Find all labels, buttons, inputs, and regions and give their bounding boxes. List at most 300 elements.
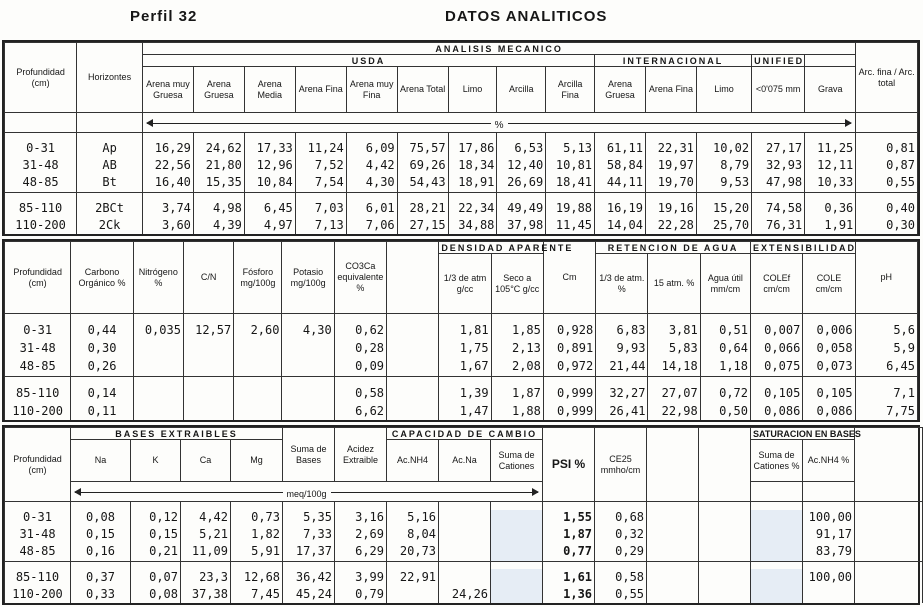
spacer: [283, 561, 335, 569]
spacer: [699, 428, 751, 502]
table-row: [5, 217, 918, 234]
bases-cell: 0,33: [71, 586, 131, 603]
spacer: [751, 502, 803, 510]
spacer: [282, 376, 334, 384]
spacer: [803, 482, 855, 502]
mech-cell: 10,81: [546, 157, 595, 174]
spacer: [71, 314, 133, 322]
mech-cell: 0-31: [5, 141, 77, 158]
chem-cell: 1,75: [439, 339, 491, 357]
spacer: [856, 133, 918, 141]
spacer: [699, 561, 751, 569]
mech-cell: 74,58: [752, 200, 805, 217]
spacer: [805, 55, 856, 67]
spacer: [142, 192, 193, 200]
column-header: Carbono Orgánico %: [71, 242, 133, 314]
mech-cell: 19,88: [546, 200, 595, 217]
chem-cell: 5,83: [648, 339, 700, 357]
chem-cell: 1,81: [439, 322, 491, 340]
chem-cell: 3,81: [648, 322, 700, 340]
bases-header: BASES EXTRAIBLES: [71, 428, 283, 440]
mech-cell: 6,45: [244, 200, 295, 217]
chem-cell: 6,62: [334, 402, 386, 420]
table-row: [5, 322, 918, 340]
mech-cell: 0,87: [856, 157, 918, 174]
depth-header: Profundidad (cm): [5, 428, 71, 502]
mech-cell: 3,74: [142, 200, 193, 217]
spacer: [751, 561, 803, 569]
chem-cell: 0,928: [543, 322, 595, 340]
bases-cell: 1,82: [231, 526, 283, 543]
spacer: [131, 502, 181, 510]
chem-cell: 31-48: [5, 339, 71, 357]
spacer: [491, 502, 543, 510]
column-header: 1/3 de atm. %: [596, 254, 648, 314]
bases-cell: [751, 586, 803, 603]
bases-cell: 0,07: [131, 569, 181, 586]
spacer: [387, 502, 439, 510]
table-row: [5, 384, 918, 402]
mech-cell: 16,29: [142, 141, 193, 158]
chem-cell: 26,41: [596, 402, 648, 420]
mech-cell: 12,96: [244, 157, 295, 174]
mech-cell: 27,15: [397, 217, 448, 234]
bases-cell: [647, 510, 699, 527]
chem-cell: 0,066: [751, 339, 803, 357]
bases-cell: 0,15: [71, 526, 131, 543]
bases-cell: [751, 569, 803, 586]
spacer: [234, 314, 282, 322]
spacer: [855, 502, 923, 510]
bases-cell: 11,09: [181, 543, 231, 561]
mech-cell: 61,11: [595, 141, 646, 158]
unit-row: [5, 113, 918, 133]
mech-cell: 11,24: [295, 141, 346, 158]
spacer: [77, 113, 143, 133]
chem-cell: [133, 357, 183, 376]
chem-cell: 1,18: [700, 357, 750, 376]
spacer: [387, 314, 439, 322]
bases-cell: 17,37: [283, 543, 335, 561]
bases-cell: 6,29: [335, 543, 387, 561]
bases-cell: 4,42: [181, 510, 231, 527]
table-row: [5, 569, 923, 586]
spacer: [71, 376, 133, 384]
spacer: [751, 314, 803, 322]
spacer: [648, 376, 700, 384]
spacer: [5, 113, 77, 133]
mech-cell: 25,70: [696, 217, 751, 234]
bases-cell: 91,17: [803, 526, 855, 543]
bases-cell: [699, 543, 751, 561]
mech-cell: 4,30: [346, 174, 397, 192]
column-header: Seco a 105°C g/cc: [491, 254, 543, 314]
chemical-physical-table: [2, 239, 920, 422]
mech-cell: 4,98: [193, 200, 244, 217]
spacer: [805, 192, 856, 200]
chem-cell: [282, 357, 334, 376]
mech-cell: 12,40: [497, 157, 546, 174]
spacer: [142, 133, 193, 141]
mech-cell: 22,28: [645, 217, 696, 234]
spacer: [397, 133, 448, 141]
spacer: [397, 192, 448, 200]
chem-cell: [387, 357, 439, 376]
column-header: Na: [71, 440, 131, 482]
bases-cell: 1,61: [543, 569, 595, 586]
chem-cell: 0,058: [803, 339, 855, 357]
chem-cell: 1,85: [491, 322, 543, 340]
spacer: [335, 502, 387, 510]
spacer: [234, 376, 282, 384]
bases-cell: 20,73: [387, 543, 439, 561]
percent-unit: [142, 113, 855, 133]
spacer: [5, 561, 71, 569]
chem-cell: [133, 384, 183, 402]
mech-cell: 8,79: [696, 157, 751, 174]
spacer: [648, 314, 700, 322]
column-header: Mg: [231, 440, 283, 482]
mech-cell: 17,33: [244, 141, 295, 158]
bases-cell: 31-48: [5, 526, 71, 543]
spacer: [751, 376, 803, 384]
column-header: Cm: [543, 242, 595, 314]
spacer: [5, 133, 77, 141]
mech-cell: 7,06: [346, 217, 397, 234]
international-header: INTERNACIONAL: [595, 55, 752, 67]
bases-cell: [751, 510, 803, 527]
spacer: [295, 192, 346, 200]
chem-cell: 14,18: [648, 357, 700, 376]
bases-cell: 5,91: [231, 543, 283, 561]
bases-cell: [439, 569, 491, 586]
column-header: Agua útil mm/cm: [700, 254, 750, 314]
chem-cell: 2,60: [234, 322, 282, 340]
chem-cell: [133, 339, 183, 357]
chem-cell: 0,09: [334, 357, 386, 376]
chem-cell: [133, 402, 183, 420]
column-header: Ac.Na: [439, 440, 491, 482]
chem-cell: [234, 339, 282, 357]
spacer: [855, 561, 923, 569]
mech-cell: 0,81: [856, 141, 918, 158]
chem-cell: 0,105: [803, 384, 855, 402]
chem-cell: 1,67: [439, 357, 491, 376]
bases-cell: 36,42: [283, 569, 335, 586]
spacer: [439, 502, 491, 510]
mech-cell: 16,19: [595, 200, 646, 217]
bases-cell: [491, 526, 543, 543]
mechanical-analysis-table: [2, 40, 920, 236]
spacer: [448, 133, 497, 141]
mech-cell: 11,45: [546, 217, 595, 234]
mech-cell: 6,01: [346, 200, 397, 217]
bases-cell: [751, 526, 803, 543]
chem-cell: 9,93: [596, 339, 648, 357]
column-header: Arena Media: [244, 67, 295, 113]
mech-cell: 47,98: [752, 174, 805, 192]
column-header: Suma de Cationes %: [751, 440, 803, 482]
mech-cell: 44,11: [595, 174, 646, 192]
mech-cell: 16,40: [142, 174, 193, 192]
column-header: <0'075 mm: [752, 67, 805, 113]
mech-cell: AB: [77, 157, 143, 174]
mech-cell: 7,03: [295, 200, 346, 217]
mech-cell: 7,54: [295, 174, 346, 192]
chem-cell: 2,08: [491, 357, 543, 376]
bases-cell: 85-110: [5, 569, 71, 586]
mech-cell: 37,98: [497, 217, 546, 234]
spacer: [596, 376, 648, 384]
bases-cell: [387, 586, 439, 603]
spacer: [855, 376, 917, 384]
bases-cell: [491, 586, 543, 603]
bases-cell: 0,32: [595, 526, 647, 543]
spacer: [335, 561, 387, 569]
spacer: [700, 376, 750, 384]
chem-cell: 0-31: [5, 322, 71, 340]
chem-cell: [183, 384, 233, 402]
mech-cell: 75,57: [397, 141, 448, 158]
column-header: Acidez Extraible: [335, 428, 387, 482]
group-header-row: [5, 428, 923, 440]
column-header: Ca: [181, 440, 231, 482]
clay-ratio-header: Arc. fina / Arc. total: [856, 43, 918, 113]
spacer: [131, 561, 181, 569]
table-row: [5, 200, 918, 217]
bases-cell: 0,08: [71, 510, 131, 527]
column-header: Potasio mg/100g: [282, 242, 334, 314]
column-header: Ac.NH4: [387, 440, 439, 482]
spacer: [647, 561, 699, 569]
spacer: [77, 192, 143, 200]
spacer: [133, 376, 183, 384]
mech-cell: 0,36: [805, 200, 856, 217]
chem-cell: 4,30: [282, 322, 334, 340]
mech-cell: 5,13: [546, 141, 595, 158]
bases-cell: [751, 543, 803, 561]
mech-cell: 31-48: [5, 157, 77, 174]
spacer: [5, 314, 71, 322]
column-header: Fósforo mg/100g: [234, 242, 282, 314]
spacer: [193, 133, 244, 141]
mech-cell: 10,84: [244, 174, 295, 192]
mech-cell: 6,53: [497, 141, 546, 158]
meq-unit: [71, 482, 543, 502]
bases-cell: 1,55: [543, 510, 595, 527]
spacer: [334, 314, 386, 322]
bases-cell: [491, 569, 543, 586]
mech-cell: 0,40: [856, 200, 918, 217]
mech-cell: 32,93: [752, 157, 805, 174]
mech-cell: 15,20: [696, 200, 751, 217]
chem-cell: 0,999: [543, 402, 595, 420]
spacer: [647, 428, 699, 502]
mech-cell: 22,56: [142, 157, 193, 174]
mech-cell: 21,80: [193, 157, 244, 174]
spacer: [491, 314, 543, 322]
mech-cell: 34,88: [448, 217, 497, 234]
mech-cell: 17,86: [448, 141, 497, 158]
chem-cell: 5,6: [855, 322, 917, 340]
chem-cell: 5,9: [855, 339, 917, 357]
separator-row: [5, 502, 923, 510]
bases-cell: 0,77: [543, 543, 595, 561]
chem-cell: 32,27: [596, 384, 648, 402]
column-header: Nitrógeno %: [133, 242, 183, 314]
bases-cell: 7,45: [231, 586, 283, 603]
bases-cell: [855, 526, 923, 543]
chem-cell: 0,972: [543, 357, 595, 376]
bases-cell: 0,21: [131, 543, 181, 561]
mech-cell: 110-200: [5, 217, 77, 234]
spacer: [5, 376, 71, 384]
spacer: [595, 502, 647, 510]
bases-cell: 12,68: [231, 569, 283, 586]
bases-cell: 0,68: [595, 510, 647, 527]
unit-label: meq/100g: [283, 489, 331, 499]
table-row: [5, 510, 923, 527]
chem-cell: 1,39: [439, 384, 491, 402]
spacer: [803, 376, 855, 384]
chem-cell: [234, 402, 282, 420]
bases-cell: 2,69: [335, 526, 387, 543]
mech-cell: 26,69: [497, 174, 546, 192]
mech-cell: Bt: [77, 174, 143, 192]
bases-cell: [803, 586, 855, 603]
bases-cell: [439, 510, 491, 527]
column-header: Suma de Bases: [283, 428, 335, 482]
table-row: [5, 141, 918, 158]
chem-cell: 6,83: [596, 322, 648, 340]
bases-cell: [647, 569, 699, 586]
spacer: [596, 314, 648, 322]
bases-cell: 48-85: [5, 543, 71, 561]
unified-header: UNIFIED: [752, 55, 805, 67]
bases-cell: 0,73: [231, 510, 283, 527]
separator-row: [5, 376, 918, 384]
chem-cell: 0,51: [700, 322, 750, 340]
spacer: [595, 133, 646, 141]
mech-cell: 1,91: [805, 217, 856, 234]
column-header: Suma de Cationes: [491, 440, 543, 482]
column-header: [387, 242, 439, 314]
spacer: [448, 192, 497, 200]
mech-cell: 4,97: [244, 217, 295, 234]
spacer: [497, 133, 546, 141]
mech-cell: 58,84: [595, 157, 646, 174]
separator-row: [5, 192, 918, 200]
chem-cell: 0,50: [700, 402, 750, 420]
spacer: [700, 314, 750, 322]
chem-cell: 12,57: [183, 322, 233, 340]
chem-cell: 0,28: [334, 339, 386, 357]
bases-cell: 23,3: [181, 569, 231, 586]
bases-cell: 3,99: [335, 569, 387, 586]
exchange-bases-table: [2, 425, 920, 605]
chem-cell: 0,72: [700, 384, 750, 402]
column-header: K: [131, 440, 181, 482]
mech-cell: 0,55: [856, 174, 918, 192]
chem-cell: 1,88: [491, 402, 543, 420]
mech-cell: 4,39: [193, 217, 244, 234]
chem-cell: [234, 357, 282, 376]
mech-cell: 69,26: [397, 157, 448, 174]
spacer: [645, 133, 696, 141]
depth-header: Profundidad (cm): [5, 242, 71, 314]
mech-cell: 54,43: [397, 174, 448, 192]
table-row: [5, 402, 918, 420]
bases-cell: 0,29: [595, 543, 647, 561]
spacer: [855, 314, 917, 322]
chem-cell: 0,086: [803, 402, 855, 420]
column-header: 1/3 de atm g/cc: [439, 254, 491, 314]
bases-cell: [855, 510, 923, 527]
spacer: [387, 376, 439, 384]
ph-header: pH: [855, 242, 917, 314]
spacer: [543, 561, 595, 569]
spacer: [546, 192, 595, 200]
mech-cell: 48-85: [5, 174, 77, 192]
spacer: [803, 502, 855, 510]
bases-cell: 1,87: [543, 526, 595, 543]
chem-cell: 0,891: [543, 339, 595, 357]
bases-cell: 83,79: [803, 543, 855, 561]
chem-cell: 0,007: [751, 322, 803, 340]
table-row: [5, 339, 918, 357]
chem-cell: [183, 339, 233, 357]
chem-cell: [387, 339, 439, 357]
spacer: [696, 192, 751, 200]
spacer: [77, 133, 143, 141]
column-header: Limo: [448, 67, 497, 113]
mech-cell: 15,35: [193, 174, 244, 192]
spacer: [543, 376, 595, 384]
spacer: [5, 192, 77, 200]
column-header: Arcilla Fina: [546, 67, 595, 113]
spacer: [183, 376, 233, 384]
mechanical-analysis-header: ANALISIS MECANICO: [142, 43, 855, 55]
bases-cell: 1,36: [543, 586, 595, 603]
bases-cell: 22,91: [387, 569, 439, 586]
spacer: [595, 561, 647, 569]
spacer: [71, 502, 131, 510]
mech-cell: 4,42: [346, 157, 397, 174]
spacer: [752, 133, 805, 141]
chem-cell: [282, 384, 334, 402]
mech-cell: 9,53: [696, 174, 751, 192]
ce-header: CE25 mmho/cm: [595, 428, 647, 502]
chem-cell: [282, 402, 334, 420]
column-header: Arena Gruesa: [595, 67, 646, 113]
mech-cell: 24,62: [193, 141, 244, 158]
bases-cell: 100,00: [803, 569, 855, 586]
horizon-header: Horizontes: [77, 43, 143, 113]
bases-cell: 5,21: [181, 526, 231, 543]
bases-cell: 0-31: [5, 510, 71, 527]
mech-cell: 19,70: [645, 174, 696, 192]
column-header: Grava: [805, 67, 856, 113]
mech-cell: 18,41: [546, 174, 595, 192]
spacer: [5, 502, 71, 510]
spacer: [543, 502, 595, 510]
mech-cell: 18,34: [448, 157, 497, 174]
mech-cell: 18,91: [448, 174, 497, 192]
spacer: [491, 561, 543, 569]
chem-cell: 22,98: [648, 402, 700, 420]
chem-cell: 0,075: [751, 357, 803, 376]
spacer: [181, 502, 231, 510]
